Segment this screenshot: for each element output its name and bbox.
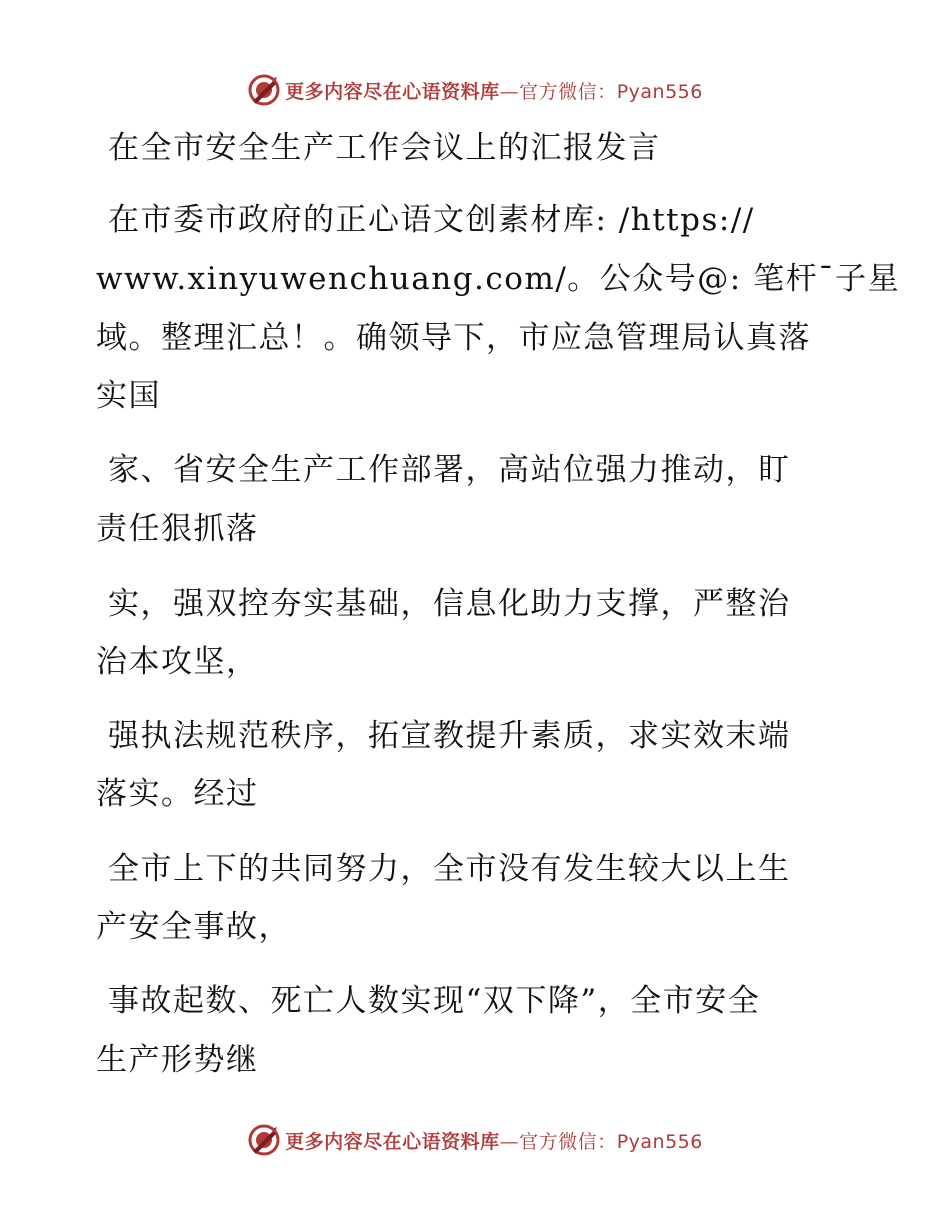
banner-brand: 更多内容尽在心语资料库 [285,1130,500,1153]
banner-dash: — [499,80,520,103]
paragraph-line: 事故起数、死亡人数实现“双下降”，全市安全 [108,983,761,1019]
paragraph-line: 家、省安全生产工作部署，高站位强力推动，盯 [108,452,791,488]
banner-contact-label: 官方微信： [519,80,617,103]
banner-contact-id: Pyan556 [616,1130,703,1153]
paragraph-line: 生产形势继 [96,1042,259,1078]
banner-brand: 更多内容尽在心语资料库 [285,80,500,103]
paragraph-line: 实，强双控夯实基础，信息化助力支撑，严整治 [108,586,791,622]
document-title: 在全市安全生产工作会议上的汇报发言 [108,130,661,166]
footer-watermark-banner [0,1120,950,1160]
paragraph-line: 治本攻坚， [96,644,259,680]
banner-text [285,77,703,104]
paragraph-line: 责任狠抓落 [96,511,259,547]
paragraph-line: 在市委市政府的正心语文创素材库: /https:// [108,202,755,238]
banner-contact-id: Pyan556 [616,80,703,103]
paragraph-line: 产安全事故， [96,909,291,945]
banner-text [285,1127,703,1154]
paragraph-line: 强执法规范秩序，拓宣教提升素质，求实效末端 [108,718,791,754]
paragraph-line: 域。整理汇总！。确领导下，市应急管理局认真落 [96,320,811,356]
pen-circle-logo-icon [247,73,281,107]
header-watermark-banner [0,70,950,110]
paragraph-line: 全市上下的共同努力，全市没有发生较大以上生 [108,851,791,887]
pen-circle-logo-icon [247,1123,281,1157]
paragraph-line: 实国 [96,378,161,414]
banner-contact-label: 官方微信： [519,1130,617,1153]
paragraph-line: 落实。经过 [96,776,259,812]
banner-dash: — [499,1130,520,1153]
paragraph-line: www.xinyuwenchuang.com/。公众号@: 笔杆¯子星 [96,261,901,297]
